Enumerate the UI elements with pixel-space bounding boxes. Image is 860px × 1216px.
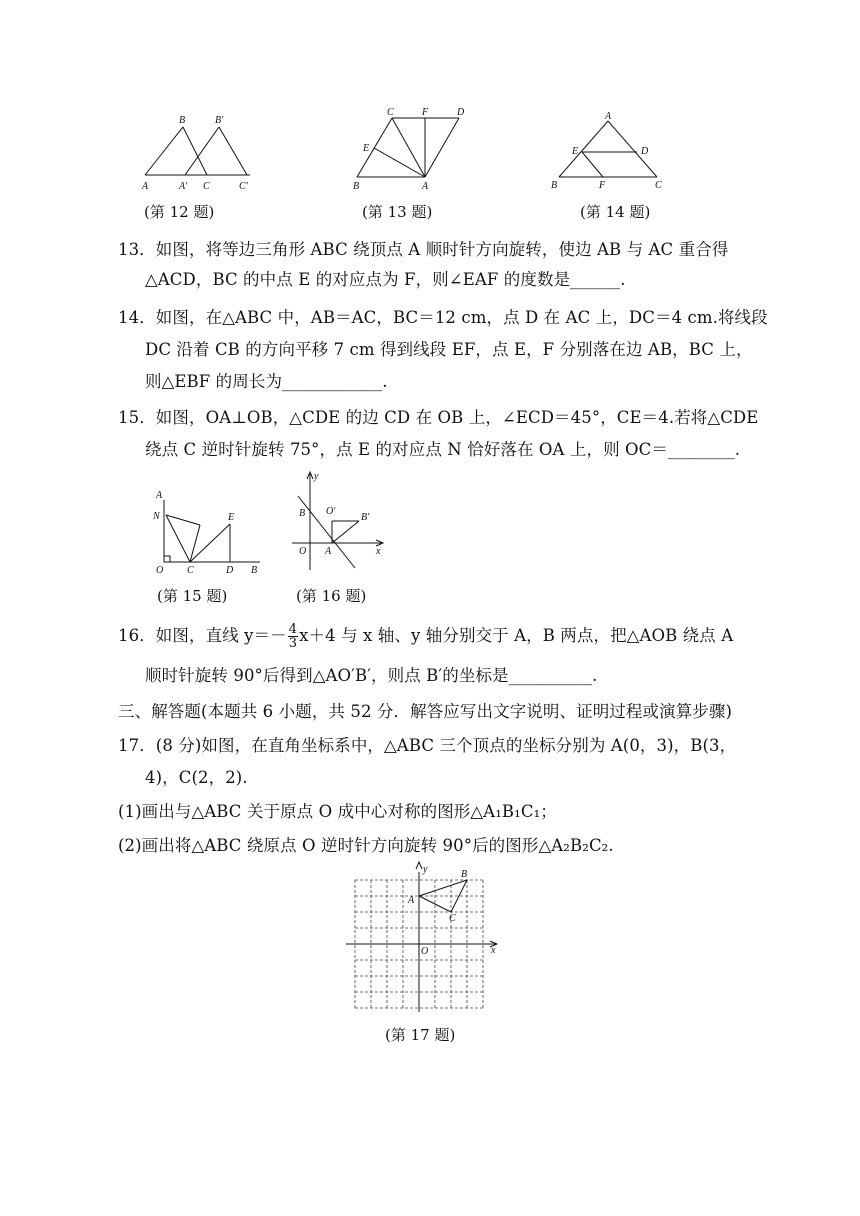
fig13-label-B: B (353, 181, 360, 192)
q14-line1: 14．如图，在△ABC 中，AB＝AC，BC＝12 cm，点 D 在 AC 上，DC＝4 cm.将线段 (118, 308, 768, 327)
fig17-label-C: C (449, 913, 456, 924)
q16-fraction (288, 623, 298, 650)
q13-line1: 13．如图，将等边三角形 ABC 绕顶点 A 顺时针方向旋转，使边 AB 与 AC 重合得 (118, 240, 729, 259)
q15-line1: 15．如图，OA⊥OB，△CDE 的边 CD 在 OB 上，∠ECD＝45°，CE＝4.若将△CDE (118, 408, 759, 427)
q16-line1 (118, 622, 733, 650)
fig16-label-O-prime: O′ (326, 506, 336, 517)
fig15-label-O: O (156, 565, 164, 576)
figure-17-grid (340, 860, 510, 1020)
q14-line2: DC 沿着 CB 的方向平移 7 cm 得到线段 EF，点 E，F 分别落在边 AB，BC 上， (145, 340, 753, 359)
q16-suffix: x＋4 与 x 轴、y 轴分别交于 A，B 两点，把△AOB 绕点 A (299, 626, 734, 645)
section-3-heading: 三、解答题(本题共 6 小题，共 52 分．解答应写出文字说明、证明过程或演算步骤) (118, 702, 733, 721)
q17-part1: (1)画出与△ABC 关于原点 O 成中心对称的图形△A₁B₁C₁； (118, 802, 557, 821)
caption-fig15: (第 15 题) (157, 587, 228, 605)
caption-fig13: (第 13 题) (362, 203, 433, 221)
fig16-label-A: A (325, 546, 332, 557)
q17-line1: 17．(8 分)如图，在直角坐标系中，△ABC 三个顶点的坐标分别为 A(0，3)，B(3， (118, 736, 737, 755)
fig15-label-E: E (228, 512, 235, 523)
fig16-label-O: O (299, 546, 307, 557)
fig13-label-A: A (422, 181, 429, 192)
fig12-label-A: A (142, 181, 149, 192)
fig15-label-B: B (251, 565, 258, 576)
figure-16 (290, 468, 390, 576)
fig13-label-E: E (363, 143, 370, 154)
fig14-label-C: C (655, 180, 662, 191)
fig14-label-D: D (641, 146, 649, 157)
fig17-label-B: B (461, 869, 468, 880)
caption-fig14: (第 14 题) (580, 203, 651, 221)
figure-14 (545, 108, 670, 194)
caption-fig16: (第 16 题) (296, 587, 367, 605)
q17-line2: 4)，C(2，2). (145, 768, 248, 787)
fig12-label-B-prime: B′ (215, 115, 224, 126)
fig12-label-A-prime: A′ (179, 181, 188, 192)
q16-frac-num: 4 (288, 622, 298, 637)
q17-part2: (2)画出将△ABC 绕原点 O 逆时针方向旋转 90°后的图形△A₂B₂C₂. (118, 836, 614, 855)
fig17-label-A: A (408, 895, 415, 906)
figure-13 (347, 104, 472, 194)
fig13-label-F: F (422, 107, 429, 118)
fig12-label-B: B (179, 115, 186, 126)
fig16-label-B-prime: B′ (361, 512, 370, 523)
q16-line2: 顺时针旋转 90°后得到△AO′B′，则点 B′的坐标是__________. (145, 666, 598, 685)
fig13-label-D: D (457, 107, 465, 118)
fig16-label-x: x (376, 546, 381, 557)
fig16-label-B: B (299, 508, 306, 519)
q13-line2: △ACD，BC 的中点 E 的对应点为 F，则∠EAF 的度数是______. (145, 270, 626, 289)
fig14-label-A: A (605, 111, 612, 122)
fig16-label-y: y (314, 471, 319, 482)
fig15-label-N: N (153, 511, 160, 522)
fig17-label-O: O (421, 946, 429, 957)
q15-line2: 绕点 C 逆时针旋转 75°，点 E 的对应点 N 恰好落在 OA 上，则 OC＝________. (145, 440, 741, 459)
q16-prefix: 16．如图，直线 y＝－ (118, 626, 287, 645)
fig17-label-y: y (423, 864, 428, 875)
caption-fig17: (第 17 题) (385, 1026, 456, 1044)
q16-frac-den: 3 (288, 636, 298, 651)
fig12-label-C-prime: C′ (239, 181, 248, 192)
fig14-label-B: B (551, 180, 558, 191)
fig12-label-C: C (203, 181, 210, 192)
q14-line3: 则△EBF 的周长为____________. (145, 372, 388, 391)
fig15-label-A: A (156, 490, 163, 501)
figure-12 (135, 112, 260, 194)
fig13-label-C: C (387, 107, 394, 118)
figure-15 (150, 486, 265, 576)
fig14-label-F: F (599, 180, 606, 191)
caption-fig12: (第 12 题) (144, 203, 215, 221)
fig14-label-E: E (572, 146, 579, 157)
fig15-label-C: C (187, 565, 194, 576)
fig17-label-x: x (491, 945, 496, 956)
fig15-label-D: D (226, 565, 234, 576)
